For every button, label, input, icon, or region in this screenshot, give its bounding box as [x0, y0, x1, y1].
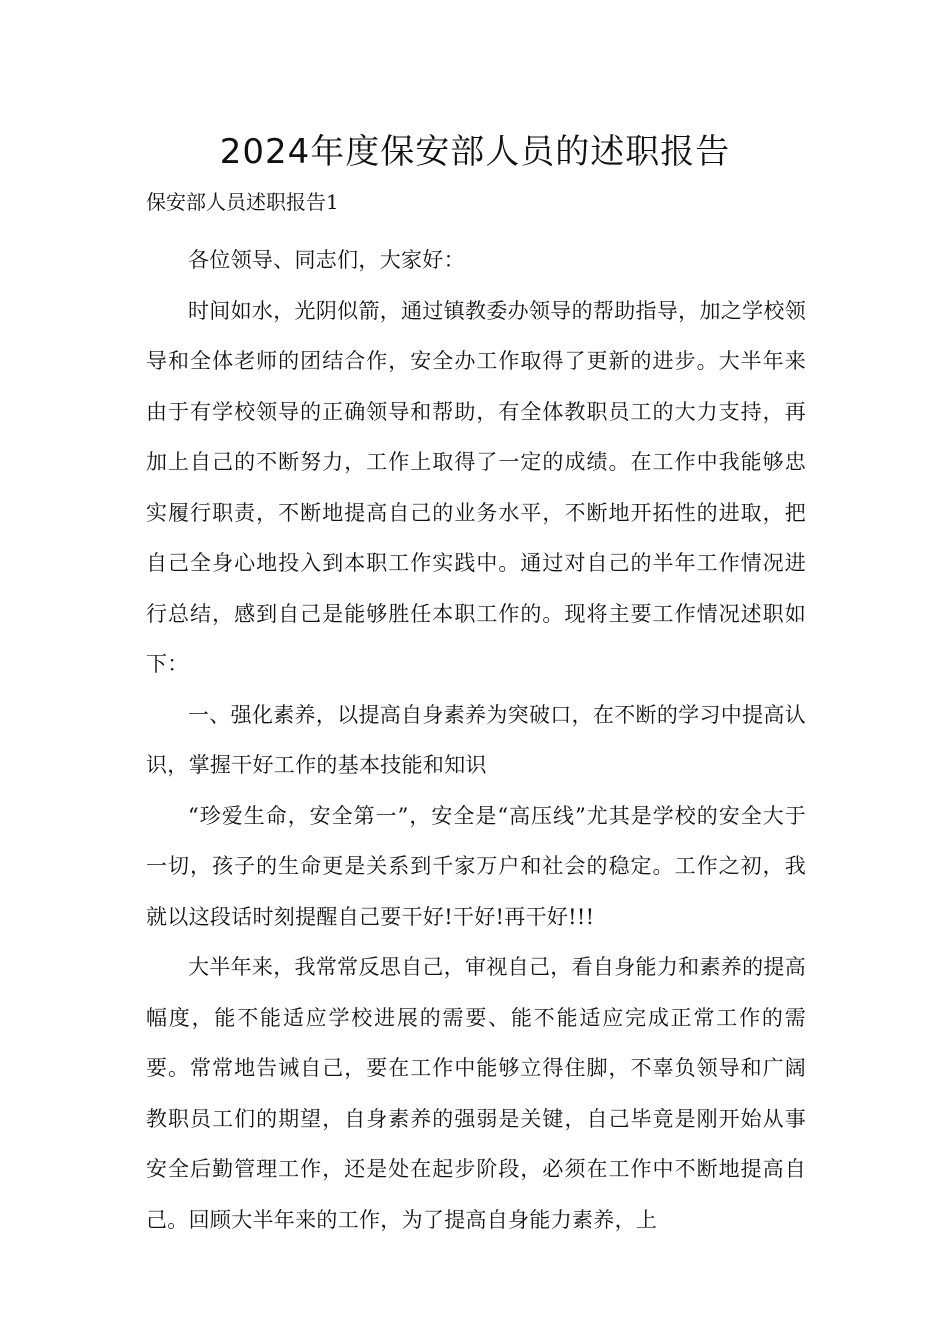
paragraph-greeting: 各位领导、同志们，大家好： [188, 248, 465, 272]
paragraph-section-heading: 一、强化素养，以提高自身素养为突破口，在不断的学习中提高认识，掌握干好工作的基本技能和知识 [146, 702, 806, 777]
paragraph-safety-motto: “珍爱生命，安全第一”，安全是“高压线”尤其是学校的安全大于一切，孩子的生命更是关系到千家万户和社会的稳定。工作之初，我就以这段话时刻提醒自己要干好!干好!再干好!!! [146, 803, 806, 929]
report-subtitle: 保安部人员述职报告1 [146, 190, 339, 214]
document-body [146, 235, 806, 1245]
paragraph-intro: 时间如水，光阴似箭，通过镇教委办领导的帮助指导，加之学校领导和全体老师的团结合作，安全办工作取得了更新的进步。大半年来由于有学校领导的正确领导和帮助，有全体教职员工的大力支持，再加上自己的不断努力，工作上取得了一定的成绩。在工作中我能够忠实履行职责，不断地提高自己的业务水平，不断地开拓性的进取，把自己全身心地投入到本职工作实践中。通过对自己的半年工作情况进行总结，感到自己是能够胜任本职工作的。现将主要工作情况述职如下： [146, 298, 806, 676]
document-title: 2024年度保安部人员的述职报告 [219, 132, 731, 172]
paragraph-self-reflection: 大半年来，我常常反思自己，审视自己，看自身能力和素养的提高幅度，能不能适应学校进展的需要、能不能适应完成正常工作的需要。常常地告诫自己，要在工作中能够立得住脚，不辜负领导和广阔教职员工们的期望，自身素养的强弱是关键，自己毕竟是刚开始从事安全后勤管理工作，还是处在起步阶段，必须在工作中不断地提高自己。回顾大半年来的工作，为了提高自身能力素养，上 [146, 955, 806, 1232]
